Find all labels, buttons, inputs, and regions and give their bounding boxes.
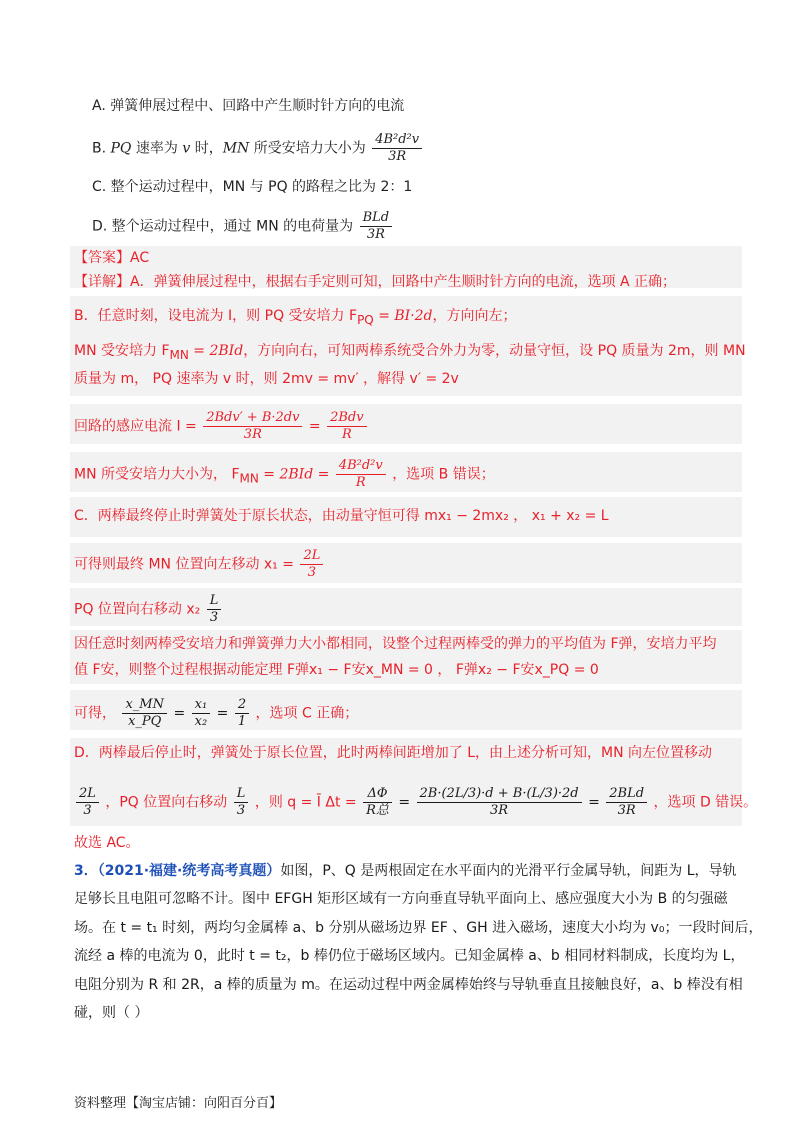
fraction: $\frac{\text{4B²d²v}}{R}$ — [336, 458, 386, 491]
question3-line5: 电阻分别为 R 和 2R，a 棒的质量为 m。在运动过程中两金属棒始终与导轨垂直且接触良好，a、b 棒没有相 — [74, 977, 743, 993]
footer-note: 资料整理【淘宝店铺：向阳百分百】 — [74, 1096, 283, 1111]
answer-b-line1: B．任意时刻，设电流为 I，则 PQ 受安培力 $F_{PQ} = BI\cdot 2d$，方向向左； — [74, 308, 517, 327]
fraction: $\frac{\text{2Bdv}}{R}$ — [327, 410, 367, 443]
answer-b-line2: MN 受安培力 $F_{MN} = 2BId$，方向向右，可知两棒系统受合外力为零，动量守恒，设 PQ 质量为 2m，则 MN — [74, 343, 746, 362]
answer-d-line2: $\frac{2L}{3}$ ，PQ 位置向右移动 $\frac{L}{3}$ ，则 q = Ī Δt = $\frac{\Delta\Phi}{\text{R总}}$ = $\frac{2B\cdot(2L/3)\cdot d + B\cdot(L/3)\cdot 2d}{3R}$ = $\frac{\text{2BLd}}{3R}$ ，选项 D 错误。 — [74, 786, 740, 819]
fraction: $\frac{2B\cdot(2L/3)\cdot d + B\cdot(L/3)\cdot 2d}{3R}$ — [417, 786, 582, 819]
question3-line4: 流经 a 棒的电流为 0，此时 t = t₂，b 棒仍位于磁场区域内。已知金属棒 a、b 相同材料制成，长度均为 L， — [74, 948, 745, 964]
answer-d-line1: D．两棒最后停止时，弹簧处于原长位置，此时两棒间距增加了 L，由上述分析可知，MN 向左位置移动 — [74, 745, 713, 761]
answer-conclusion: 故选 AC。 — [74, 835, 140, 851]
option-d: D. 整个运动过程中，通过 MN 的电荷量为 $\frac{\text{BLd}}{3R}$ — [92, 210, 740, 243]
answer-label: 【答案】AC — [74, 250, 150, 266]
answer-c-line1: C．两棒最终停止时弹簧处于原长状态，由动量守恒可得 mx₁ − 2mx₂ ， x₁ + x₂ = L — [74, 508, 609, 524]
answer-c-line4: 因任意时刻两棒受安培力和弹簧弹力大小都相同，设整个过程两棒受的弹力的平均值为 F弹，安培力平均 — [74, 636, 717, 652]
question3-line3: 场。在 t = t₁ 时刻，两均匀金属棒 a、b 分别从磁场边界 EF 、GH 进入磁场，速度大小均为 v₀；一段时间后， — [74, 920, 763, 936]
fraction: $\frac{2}{1}$ — [235, 697, 249, 730]
answer-b-line4: 回路的感应电流 I = $\frac{\text{2Bdv′ + B·2dv}}{3R}$ = $\frac{\text{2Bdv}}{R}$ — [74, 410, 740, 443]
answer-c-line6: 可得， $\frac{x\_MN}{x\_PQ}$ = $\frac{\text{x₁}}{\text{x₂}}$ = $\frac{2}{1}$ ，选项 C 正确； — [74, 697, 359, 729]
answer-b-line3: 质量为 m， PQ 速率为 v 时，则 2mv = mv′ ，解得 v′ = 2v — [74, 371, 459, 387]
fraction: $\frac{\text{2BLd}}{3R}$ — [606, 786, 647, 819]
question3-line2: 足够长且电阻可忽略不计。图中 EFGH 矩形区域有一方向垂直导轨平面向上、感应强度大小为 B 的匀强磁 — [74, 891, 728, 907]
question3-line1: 3．（2021·福建·统考高考真题）如图，P、Q 是两根固定在水平面内的光滑平行金属导轨，间距为 L，导轨 — [74, 863, 737, 879]
question3-line6: 碰，则（ ） — [74, 1005, 149, 1021]
fraction: $\frac{\text{BLd}}{3R}$ — [360, 210, 393, 243]
fraction: $\frac{L}{3}$ — [234, 786, 249, 819]
option-a: A. 弹簧伸展过程中、回路中产生顺时针方向的电流 — [92, 98, 405, 114]
fraction: $\frac{\text{x₁}}{\text{x₂}}$ — [192, 697, 211, 730]
answer-b-line5: MN 所受安培力大小为， $F_{MN} = 2BId$ = $\frac{\text{4B²d²v}}{R}$ ，选项 B 错误； — [74, 458, 495, 490]
answer-c-line3: PQ 位置向右移动 x₂ $\frac{L}{3}$ — [74, 593, 740, 626]
answer-c-line2: 可得则最终 MN 位置向左移动 x₁ = $\frac{2L}{3}$ — [74, 548, 740, 581]
answer-detail-a: 【详解】A．弹簧伸展过程中，根据右手定则可知，回路中产生顺时针方向的电流，选项 A 正确； — [74, 274, 677, 290]
fraction: $\frac{2L}{3}$ — [300, 548, 323, 581]
option-b: B. PQ 速率为 v 时，MN 所受安培力大小为 $\frac{\text{4B²d²v}}{3R}$ — [92, 132, 740, 165]
fraction: $\frac{x\_MN}{x\_PQ}$ — [122, 697, 167, 730]
fraction: $\frac{\Delta\Phi}{\text{R总}}$ — [363, 786, 392, 819]
fraction: $\frac{2L}{3}$ — [76, 786, 99, 819]
fraction: $\frac{\text{4B²d²v}}{3R}$ — [372, 132, 422, 165]
option-c: C. 整个运动过程中，MN 与 PQ 的路程之比为 2：1 — [92, 179, 413, 195]
fraction: $\frac{L}{3}$ — [207, 593, 222, 626]
fraction: $\frac{\text{2Bdv′ + B·2dv}}{3R}$ — [203, 410, 302, 443]
answer-c-line5: 值 F安，则整个过程根据动能定理 F弹x₁ − F安x_MN = 0 ， F弹x₂ − F安x_PQ = 0 — [74, 662, 599, 678]
